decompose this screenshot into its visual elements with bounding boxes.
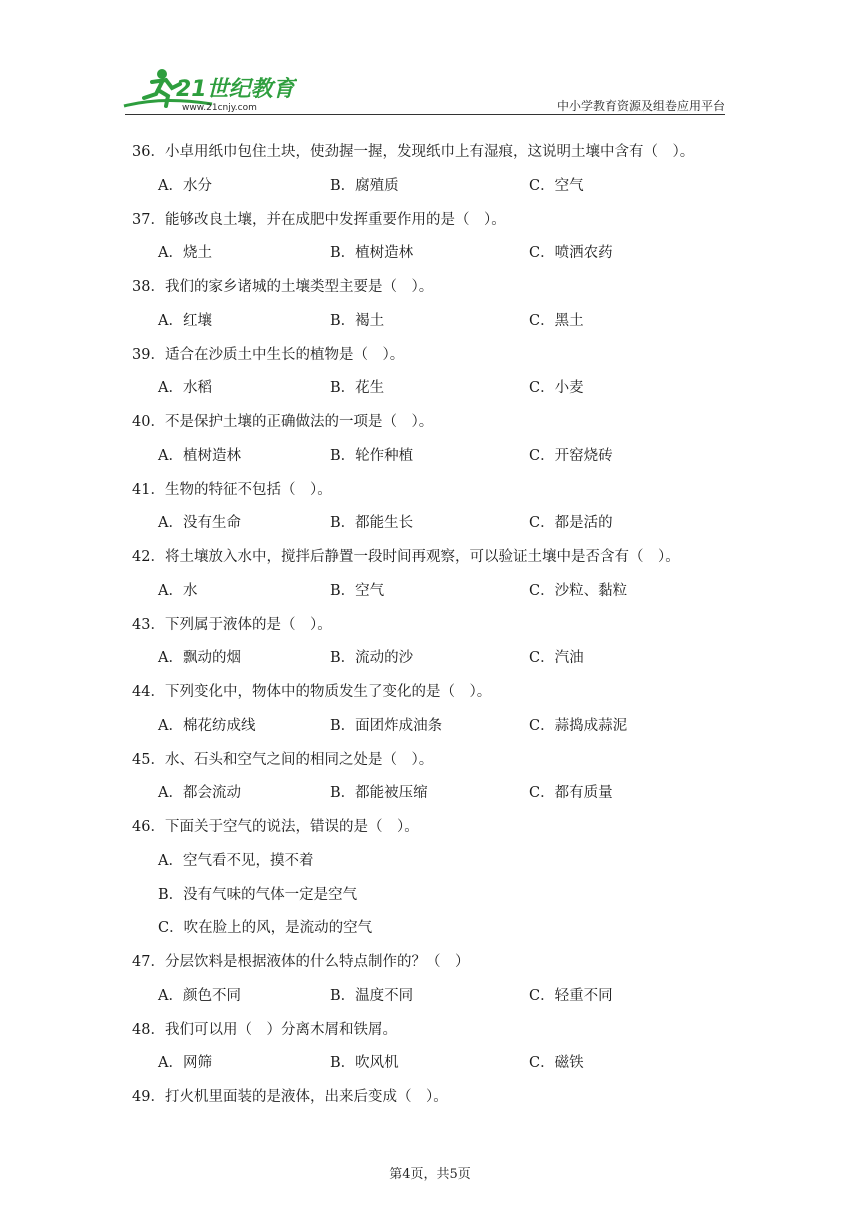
answer-option-a[interactable]: A．水稻 — [158, 380, 212, 397]
answer-option-c[interactable]: C．磁铁 — [529, 1055, 584, 1072]
option-row — [132, 980, 752, 1014]
option-row — [132, 237, 752, 271]
runner-logo-icon — [122, 66, 297, 112]
question-stem: 40．不是保护土壤的正确做法的一项是（ ）。 — [132, 414, 434, 430]
option-row — [132, 777, 752, 811]
question-stem: 36．小卓用纸巾包住土块，使劲握一握，发现纸巾上有湿痕，这说明土壤中含有（ ）。 — [132, 144, 695, 160]
answer-option-b[interactable]: B．都能被压缩 — [330, 785, 428, 802]
answer-option-b[interactable]: B．面团炸成油条 — [330, 717, 443, 734]
question-stem: 37．能够改良土壤，并在成肥中发挥重要作用的是（ ）。 — [132, 211, 506, 228]
question-stem: 39．适合在沙质土中生长的植物是（ ）。 — [132, 346, 405, 363]
answer-option-c[interactable]: C．都是活的 — [529, 515, 613, 532]
answer-option-a[interactable]: A．飘动的烟 — [158, 650, 241, 667]
question-stem: 41．生物的特征不包括（ ）。 — [132, 481, 332, 498]
answer-option-c[interactable]: C．黑土 — [529, 312, 584, 329]
question-list — [132, 136, 752, 1115]
page-number: 第4页，共5页 — [389, 1167, 471, 1182]
question-stem: 44．下列变化中，物体中的物质发生了变化的是（ ）。 — [132, 684, 492, 700]
option-row — [132, 575, 752, 609]
answer-option-b[interactable]: B．没有气味的气体一定是空气 — [158, 886, 358, 903]
question-stem: 38．我们的家乡诸城的土壤类型主要是（ ）。 — [132, 279, 434, 295]
page-header — [0, 0, 860, 120]
answer-option-b[interactable]: B．褐土 — [330, 312, 385, 329]
option-row — [132, 642, 752, 676]
answer-option-b[interactable]: B．温度不同 — [330, 987, 414, 1004]
answer-option-b[interactable]: B．流动的沙 — [330, 650, 414, 667]
answer-option-c[interactable]: C．吹在脸上的风，是流动的空气 — [158, 920, 373, 937]
option-row — [132, 305, 752, 339]
option-row — [132, 710, 752, 744]
option-row — [132, 440, 752, 474]
answer-option-a[interactable]: A．水分 — [158, 177, 212, 194]
option-row — [132, 170, 752, 204]
logo-text: 21世纪教育 — [176, 77, 295, 102]
answer-option-c[interactable]: C．小麦 — [529, 380, 584, 397]
answer-option-a[interactable]: A．水 — [158, 582, 198, 599]
platform-name: 中小学教育资源及组卷应用平台 — [556, 99, 725, 113]
answer-option-b[interactable]: B．轮作种植 — [330, 447, 414, 464]
question-stem: 49．打火机里面装的是液体，出来后变成（ ）。 — [132, 1089, 448, 1105]
question-stem: 48．我们可以用（ ）分离木屑和铁屑。 — [132, 1021, 397, 1038]
question-stem: 43．下列属于液体的是（ ）。 — [132, 616, 332, 633]
answer-option-c[interactable]: C．空气 — [529, 177, 584, 194]
answer-option-a[interactable]: A．植树造林 — [158, 447, 241, 464]
site-logo[interactable] — [122, 66, 297, 112]
question-stem: 46．下面关于空气的说法，错误的是（ ）。 — [132, 819, 419, 835]
answer-option-b[interactable]: B．空气 — [330, 582, 385, 599]
answer-option-c[interactable]: C．轻重不同 — [529, 987, 613, 1004]
option-row — [132, 1047, 752, 1081]
answer-option-b[interactable]: B．花生 — [330, 380, 385, 397]
answer-option-a[interactable]: A．网筛 — [158, 1055, 212, 1072]
answer-option-c[interactable]: C．都有质量 — [529, 785, 613, 802]
answer-option-a[interactable]: A．颜色不同 — [158, 987, 241, 1004]
answer-option-a[interactable]: A．红壤 — [158, 312, 212, 329]
answer-option-a[interactable]: A．棉花纺成线 — [158, 717, 256, 734]
answer-option-c[interactable]: C．汽油 — [529, 650, 584, 667]
answer-option-b[interactable]: B．植树造林 — [330, 245, 414, 262]
answer-option-c[interactable]: C．蒜捣成蒜泥 — [529, 717, 628, 734]
header-divider — [125, 114, 725, 115]
question-stem: 45．水、石头和空气之间的相同之处是（ ）。 — [132, 751, 434, 768]
logo-url: www.21cnjy.com — [182, 103, 257, 112]
answer-option-b[interactable]: B．吹风机 — [330, 1055, 399, 1072]
answer-option-c[interactable]: C．喷洒农药 — [529, 245, 613, 262]
answer-option-a[interactable]: A．烧土 — [158, 245, 212, 262]
option-row — [132, 372, 752, 406]
answer-option-b[interactable]: B．腐殖质 — [330, 177, 399, 194]
question-stem: 47．分层饮料是根据液体的什么特点制作的？（ ） — [132, 954, 470, 970]
answer-option-c[interactable]: C．沙粒、黏粒 — [529, 582, 628, 599]
option-row — [132, 507, 752, 541]
answer-option-a[interactable]: A．都会流动 — [158, 785, 241, 802]
answer-option-a[interactable]: A．空气看不见，摸不着 — [158, 852, 314, 869]
answer-option-b[interactable]: B．都能生长 — [330, 515, 414, 532]
question-stem: 42．将土壤放入水中，搅拌后静置一段时间再观察，可以验证土壤中是否含有（ ）。 — [132, 549, 680, 565]
answer-option-a[interactable]: A．没有生命 — [158, 515, 241, 532]
answer-option-c[interactable]: C．开窑烧砖 — [529, 447, 613, 464]
